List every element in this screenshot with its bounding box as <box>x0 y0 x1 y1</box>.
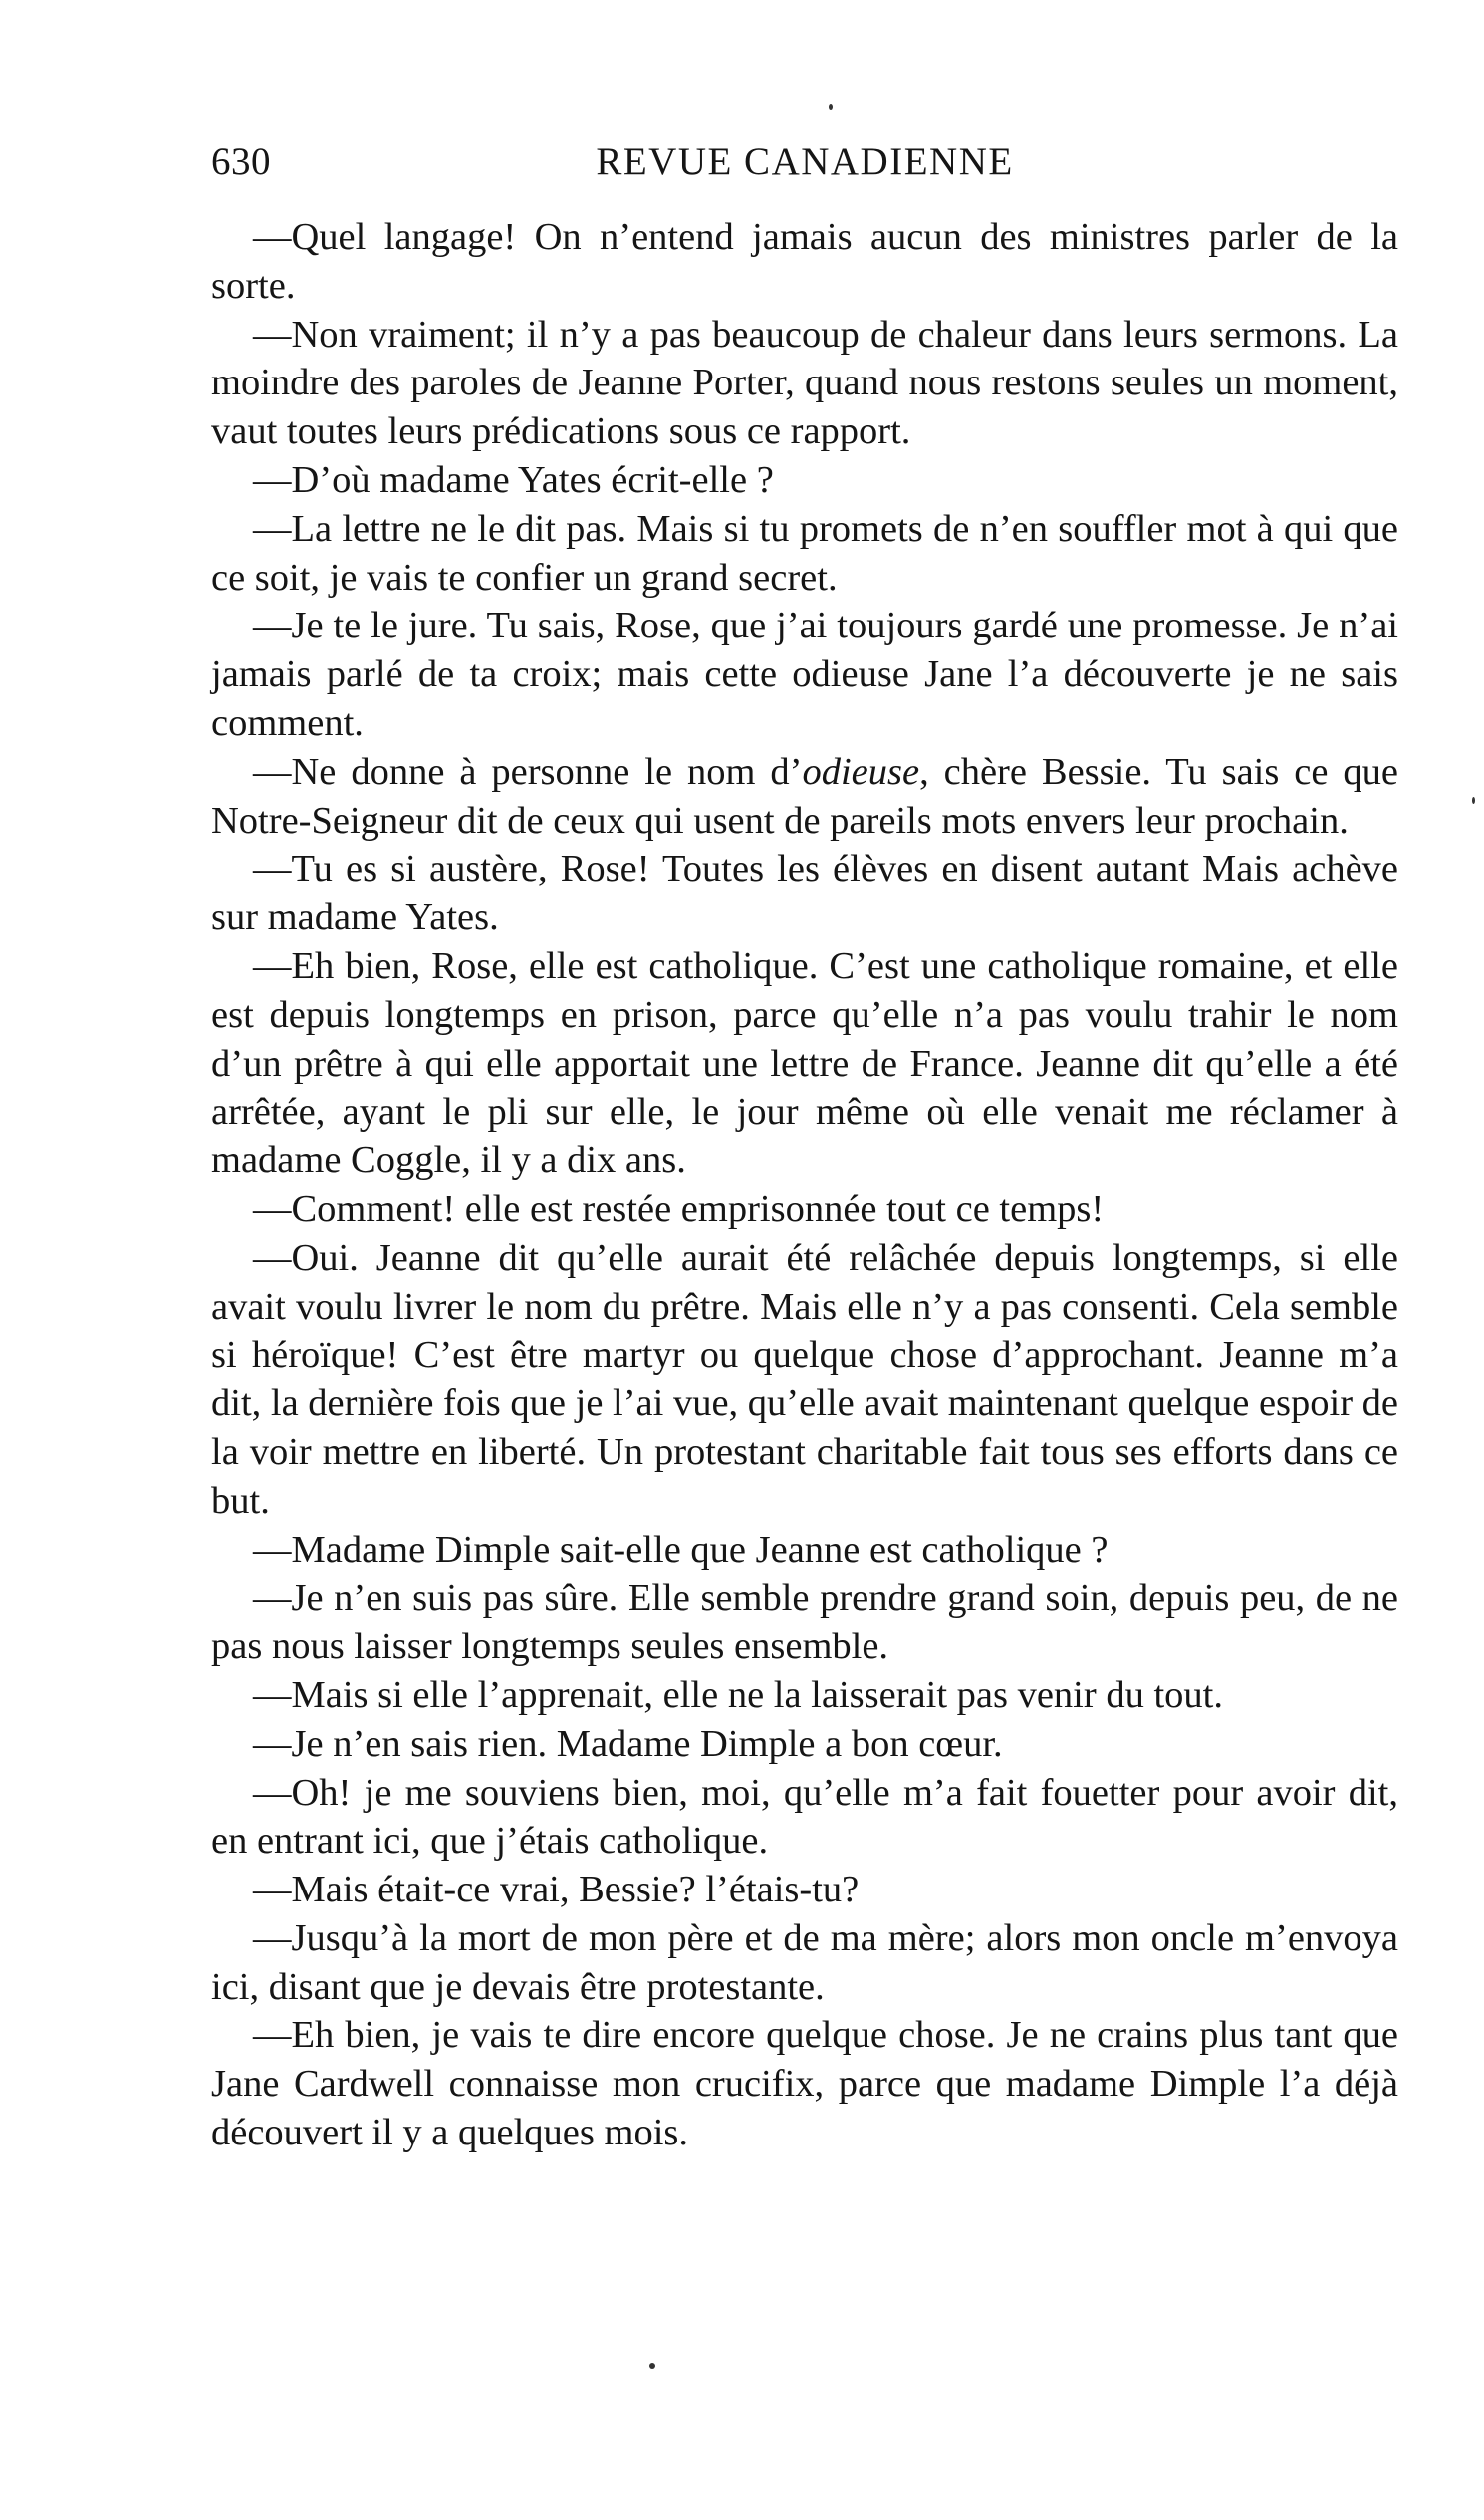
paragraph-text: —Ne donne à personne le nom d’ <box>253 750 803 793</box>
paragraph-text: —La lettre ne le dit pas. Mais si tu promets de n’en souffler mot à qui que ce soit, je vais te confier un grand secret. <box>211 507 1398 599</box>
paragraph-text: —Mais si elle l’apprenait, elle ne la laisserait pas venir du tout. <box>253 1673 1223 1716</box>
paragraph-text: —Oh! je me souviens bien, moi, qu’elle m’a fait fouetter pour avoir dit, en entrant ici, que j’étais catholique. <box>211 1771 1398 1863</box>
paragraph <box>211 1769 1398 1867</box>
paragraph <box>211 1574 1398 1671</box>
paragraph-text: —Quel langage! On n’entend jamais aucun des ministres parler de la sorte. <box>211 216 1398 307</box>
scan-speck <box>1472 797 1475 804</box>
paragraph-text: —Je te le jure. Tu sais, Rose, que j’ai toujours gardé une promesse. Je n’ai jamais parlé de ta croix; mais cette odieuse Jane l’a découverte je ne sais comment. <box>211 605 1398 744</box>
paragraph-text: —Eh bien, Rose, elle est catholique. C’est une catholique romaine, et elle est depuis longtemps en prison, parce qu’elle n’a pas voulu trahir le nom d’un prêtre à qui elle apportait une lettre de France. Jeanne dit qu’elle a été arrêtée, ayant le pli sur elle, le jour même où elle venait me réclamer à madame Coggle, il y a dix ans. <box>211 944 1398 1182</box>
paragraph-text: —D’où madame Yates écrit-elle ? <box>253 458 774 501</box>
paragraph-text: , chère Bessie. Tu sais ce que Notre-Seigneur dit de ceux qui usent de pareils mots envers leur prochain. <box>211 750 1398 842</box>
paragraph-text: —Oui. Jeanne dit qu’elle aurait été relâchée depuis longtemps, si elle avait voulu livrer le nom du prêtre. Mais elle n’y a pas consenti. Cela semble si héroïque! C’est être martyr ou quelque chose d’approchant. Jeanne m’a dit, la dernière fois que je l’ai vue, qu’elle avait maintenant quelque espoir de la voir mettre en liberté. Un protestant charitable fait tous ses efforts dans ce but. <box>211 1236 1398 1522</box>
paragraph-text: —Eh bien, je vais te dire encore quelque chose. Je ne crains plus tant que Jane Cardwell connaisse mon crucifix, parce que madame Dimple l’a déjà découvert il y a quelques mois. <box>211 2014 1398 2154</box>
paragraph-text: —Comment! elle est restée emprisonnée tout ce temps! <box>253 1187 1105 1230</box>
scan-speck <box>829 104 833 110</box>
paragraph <box>211 1866 1398 1914</box>
italic-word: odieuse <box>802 750 920 793</box>
paragraph <box>211 748 1398 846</box>
paragraph <box>211 213 1398 311</box>
paragraph-text: —Mais était-ce vrai, Bessie? l’étais-tu? <box>253 1869 860 1911</box>
paragraph <box>211 456 1398 505</box>
running-title: REVUE CANADIENNE <box>596 140 1014 183</box>
scan-speck <box>649 2363 655 2369</box>
paragraph <box>211 1185 1398 1234</box>
paragraph <box>211 311 1398 456</box>
paragraph <box>211 1671 1398 1720</box>
page-header <box>211 127 1398 193</box>
page <box>211 127 1398 2157</box>
paragraph-text: —Non vraiment; il n’y a pas beaucoup de chaleur dans leurs sermons. La moindre des paroles de Jeanne Porter, quand nous restons seules un moment, vaut toutes leurs prédications sous ce rapport. <box>211 313 1398 453</box>
body-text <box>211 213 1398 2157</box>
paragraph <box>211 602 1398 747</box>
paragraph <box>211 1720 1398 1769</box>
paragraph-text: —Je n’en sais rien. Madame Dimple a bon cœur. <box>253 1722 1003 1765</box>
paragraph <box>211 1234 1398 1526</box>
paragraph-text: —Je n’en suis pas sûre. Elle semble prendre grand soin, depuis peu, de ne pas nous laisser longtemps seules ensemble. <box>211 1577 1398 1668</box>
paragraph <box>211 1914 1398 2012</box>
paragraph-text: —Jusqu’à la mort de mon père et de ma mère; alors mon oncle m’envoya ici, disant que je devais être protestante. <box>211 1916 1398 2008</box>
page-number: 630 <box>211 140 271 183</box>
paragraph <box>211 942 1398 1185</box>
paragraph <box>211 2011 1398 2156</box>
paragraph <box>211 845 1398 942</box>
paragraph-text: —Tu es si austère, Rose! Toutes les élèves en disent autant Mais achève sur madame Yates. <box>211 848 1398 939</box>
paragraph-text: —Madame Dimple sait-elle que Jeanne est catholique ? <box>253 1528 1109 1571</box>
paragraph <box>211 505 1398 603</box>
paragraph <box>211 1526 1398 1575</box>
